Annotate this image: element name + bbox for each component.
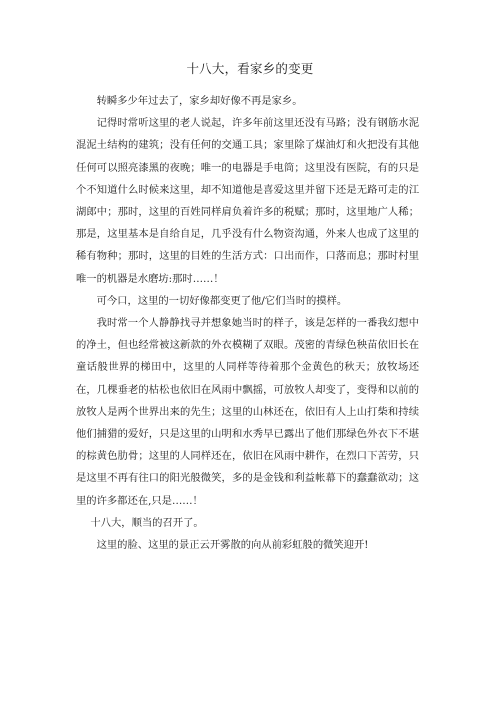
paragraph: 十八大，顺当的召开了。 xyxy=(90,516,204,529)
paragraph: 这里的脸、这里的景正云开雾散的向从前彩虹般的微笑迎开! xyxy=(96,539,369,552)
document-title: 十八大，看家乡的变更 xyxy=(186,61,314,76)
paragraph: 我时常一个人静静找寻并想象她当时的样子，该是怎样的一番我幻想中的净土，但也经常被这新款的外衣模糊了双眼。茂密的青绿色秧苗依旧长在童话般世界的梯田中，这里的人同样等待着那个金黄色的秋天；放牧场还在，几棵垂老的枯松也依旧在风雨中飘摇，可放牧人却变了，变得和以前的放牧人是两个世界出来的先生；这里的山林还在，依旧有人上山打柴和持续他们捕猎的爱好，只是这里的山明和水秀早已露出了他们那绿色外衣下不堪的棕黄色肋骨；这里的人同样还在，依旧在风雨中耕作，在烈口下苦劳，只是这里不再有往口的阳光般微笑，多的是金钱和利益帐幕下的蠢蠢欲动；这里的许多都还在,只是……！ xyxy=(76,317,419,507)
paragraph: 记得时常听这里的老人说起，许多年前这里还没有马路；没有钢筋水泥混泥土结构的建筑；没有任何的交通工具；家里除了煤油灯和火把没有其他任何可以照亮漆黑的夜晚；唯一的电器是手电筒；这里没有医院，有的只是个不知道什么时候来这里，却不知道他是喜爱这里并留下还是无路可走的江湖郎中；那时，这里的百姓同样肩负着许多的税赋；那时，这里地广人稀；那是，这里基本是自给自足，几乎没有什么物资沟通，外来人也成了这里的稀有物种；那时，这里的目姓的生活方式：口出而作，口落而息；那时村里唯一的机器是水磨坊:那时……！ xyxy=(76,117,419,285)
document-body xyxy=(76,90,419,556)
paragraph: 可今口，这里的一切好像都变更了他/它们当时的摸样。 xyxy=(96,294,348,307)
paragraph: 转瞬多少年过去了，家乡却好像不再是家乡。 xyxy=(96,95,303,107)
